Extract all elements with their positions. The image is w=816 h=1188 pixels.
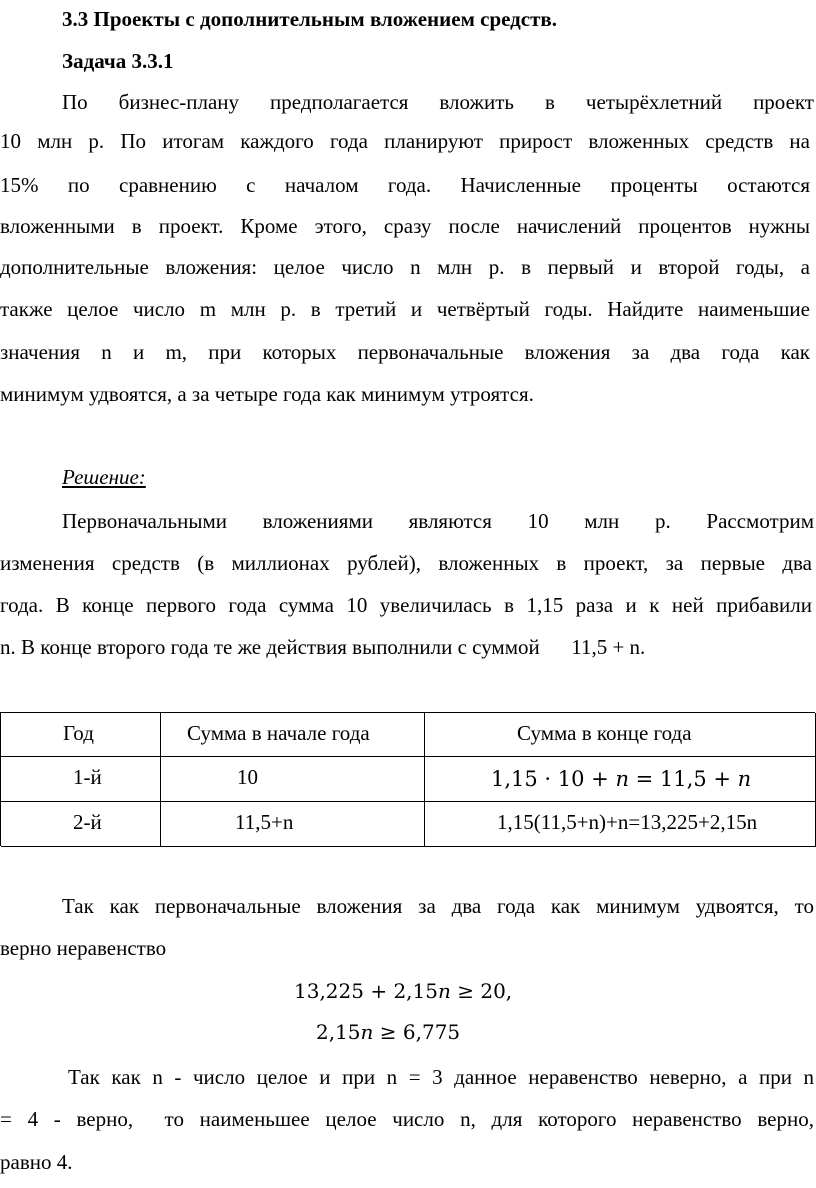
paragraph-line: вложенными в проект. Кроме этого, сразу после начислений процентов нужны	[0, 214, 810, 238]
paragraph-line: равно 4.	[0, 1150, 73, 1174]
inequality-2: 2,15𝑛 ≥ 6,775	[316, 1020, 461, 1044]
paragraph-line: минимум удвоятся, а за четыре года как минимум утроятся.	[0, 382, 534, 406]
table-header-cell: Год	[1, 713, 161, 757]
heading: 3.3 Проекты с дополнительным вложением средств.	[62, 7, 558, 31]
paragraph-line: Так как первоначальные вложения за два года как минимум удвоятся, то	[62, 894, 814, 918]
paragraph-line: n. В конце второго года те же действия выполнили с суммой 11,5 + n.	[0, 635, 646, 659]
task-title: Задача 3.3.1	[62, 49, 174, 73]
paragraph-line: По бизнес-плану предполагается вложить в четырёхлетний проект	[62, 90, 814, 114]
table-header-cell: Сумма в конце года	[425, 713, 816, 757]
inequality-1: 13,225 + 2,15𝑛 ≥ 20,	[294, 979, 513, 1003]
paragraph-line: года. В конце первого года сумма 10 увеличилась в 1,15 раза и к ней прибавили	[0, 593, 812, 617]
table-row	[1, 757, 816, 802]
paragraph-line: 10 млн р. По итогам каждого года планируют прирост вложенных средств на	[0, 129, 810, 153]
sums-table	[0, 712, 815, 846]
table-cell: 2-й	[1, 802, 161, 847]
table-cell: 11,5+n	[161, 802, 425, 847]
table-row	[1, 802, 816, 847]
solution-label: Решение:	[62, 465, 146, 489]
paragraph-line: также целое число m млн р. в третий и четвёртый годы. Найдите наименьшие	[0, 297, 810, 321]
paragraph-line: верно неравенство	[0, 936, 167, 960]
paragraph-line: значения n и m, при которых первоначальные вложения за два года как	[0, 340, 810, 364]
paragraph-line: дополнительные вложения: целое число n млн р. в первый и второй годы, а	[0, 255, 810, 279]
table-cell-formula: 1,15 · 10 + 𝑛 = 11,5 + 𝑛	[425, 757, 816, 802]
table-cell: 1,15(11,5+n)+n=13,225+2,15n	[425, 802, 816, 847]
paragraph-line: = 4 - верно, то наименьшее целое число n, для которого неравенство верно,	[0, 1107, 814, 1131]
table-cell: 10	[161, 757, 425, 802]
table-header-cell: Сумма в начале года	[161, 713, 425, 757]
paragraph-line: Первоначальными вложениями являются 10 млн р. Рассмотрим	[62, 509, 814, 533]
paragraph-line: 15% по сравнению с началом года. Начисленные проценты остаются	[0, 173, 810, 197]
table-cell: 1-й	[1, 757, 161, 802]
table-header-row	[1, 713, 816, 757]
paragraph-line: Так как n - число целое и при n = 3 данное неравенство неверно, а при n	[68, 1065, 814, 1089]
paragraph-line: изменения средств (в миллионах рублей), вложенных в проект, за первые два	[0, 551, 812, 575]
